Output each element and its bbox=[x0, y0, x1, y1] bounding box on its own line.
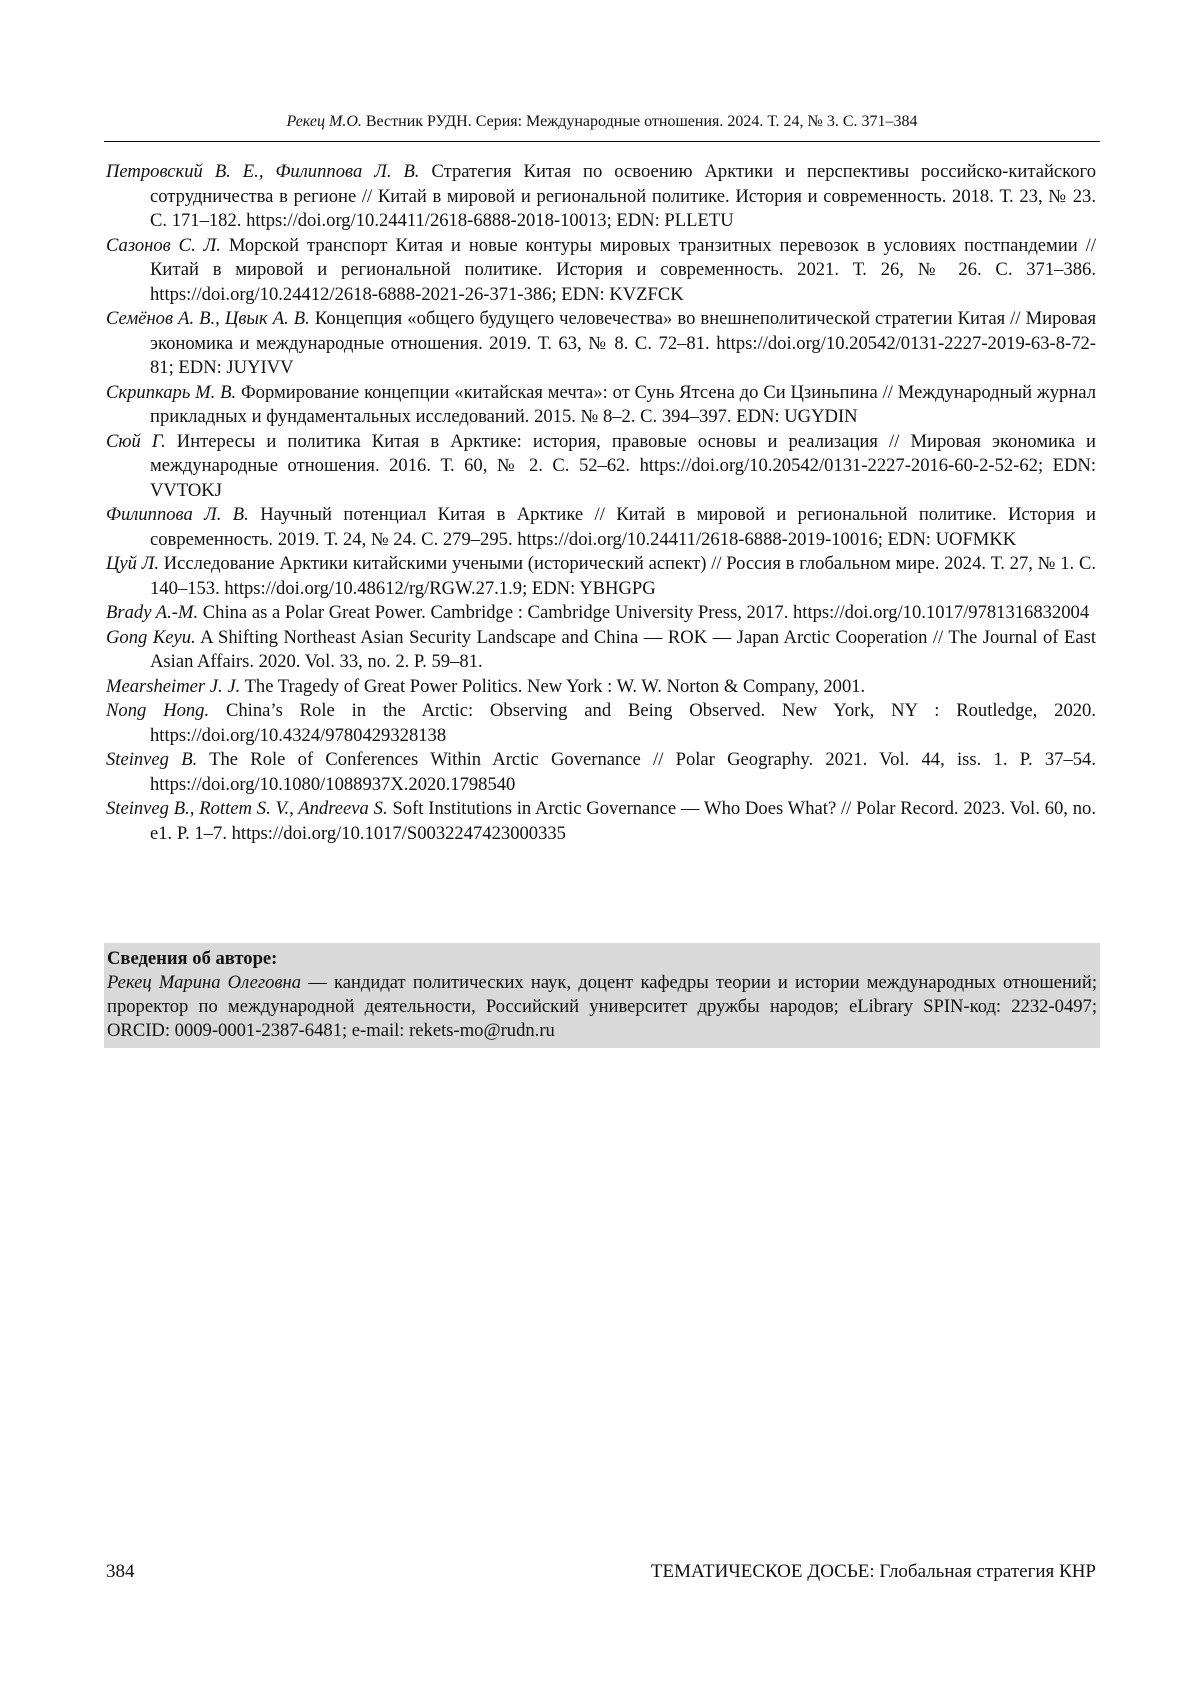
reference-text: Исследование Арктики китайскими учеными (исторический аспект) // Россия в глобальном мире. 2024. Т. 27, № 1. С. 140–153. https://doi.org/10.48612/rg/RGW.27.1.9; EDN: YBHGPG bbox=[150, 553, 1097, 599]
reference-item bbox=[106, 552, 1096, 601]
reference-authors: Филиппова Л. В. bbox=[106, 504, 249, 525]
reference-text: The Tragedy of Great Power Politics. New York : W. W. Norton & Company, 2001. bbox=[244, 675, 866, 697]
reference-text: Формирование концепции «китайская мечта»: от Сунь Ятсена до Си Цзиньпина // Международный журнал прикладных и фундаментальных исследований. 2015. № 8–2. С. 394–397. EDN: UGYDIN bbox=[150, 381, 1096, 427]
author-info-body bbox=[107, 971, 1097, 1043]
reference-item bbox=[106, 626, 1096, 675]
reference-list bbox=[106, 160, 1096, 846]
reference-item bbox=[106, 160, 1096, 234]
reference-item bbox=[106, 699, 1096, 748]
header-rule bbox=[104, 141, 1100, 142]
page-number: 384 bbox=[106, 1561, 135, 1582]
reference-text: China’s Role in the Arctic: Observing and Being Observed. New York, NY : Routledge, 2020. https://doi.org/10.4324/9780429328138 bbox=[150, 700, 1096, 746]
reference-item bbox=[106, 503, 1096, 552]
reference-authors: Сазонов С. Л. bbox=[106, 234, 221, 256]
author-info-box bbox=[104, 943, 1100, 1048]
reference-text: Soft Institutions in Arctic Governance — Who Does What? // Polar Record. 2023. Vol. 60, no. e1. P. 1–7. https://doi.org/10.1017/S0032247423000335 bbox=[150, 798, 1096, 844]
author-info-heading: Сведения об авторе: bbox=[107, 948, 278, 969]
reference-text: Морской транспорт Китая и новые контуры мировых транзитных перевозок в условиях постпандемии // Китай в мировой и региональной политике. История и современность. 2021. Т. 26, № 26. С. 371–386. https://doi.org/10.24412/2618-6888-2021-26-371-386; EDN: KVZFCK bbox=[150, 234, 1096, 305]
reference-authors: Семёнов А. В., Цвык А. В. bbox=[106, 308, 310, 329]
reference-item bbox=[106, 797, 1096, 846]
reference-item bbox=[106, 381, 1096, 430]
author-details: — кандидат политических наук, доцент кафедры теории и истории международных отношений; проректор по международной деятельности, Российский университет дружбы народов; eLibrary SPIN-код: 2232-0497; ORCID: 0009-0001-2387-6481; e-mail: rekets-mo@rudn.ru bbox=[107, 972, 1097, 1041]
reference-text: A Shifting Northeast Asian Security Landscape and China — ROK — Japan Arctic Cooperation // The Journal of East Asian Affairs. 2020. Vol. 33, no. 2. P. 59–81. bbox=[150, 626, 1096, 672]
reference-text: Стратегия Китая по освоению Арктики и перспективы российско-китайского сотрудничества в регионе // Китай в мировой и региональной политике. История и современность. 2018. Т. 23, № 23. С. 171–182. https://doi.org/10.24411/2618-6888-2018-10013; EDN: PLLETU bbox=[150, 161, 1097, 231]
reference-item bbox=[106, 307, 1096, 381]
reference-authors: Цуй Л. bbox=[106, 553, 159, 574]
reference-authors: Gong Keyu. bbox=[106, 626, 196, 648]
reference-authors: Nong Hong. bbox=[106, 700, 210, 721]
reference-text: Научный потенциал Китая в Арктике // Китай в мировой и региональной политике. История и современность. 2019. Т. 24, № 24. С. 279–295. https://doi.org/10.24411/2618-6888-2019-10016; EDN: UOFMKK bbox=[150, 504, 1096, 550]
reference-authors: Сюй Г. bbox=[106, 430, 166, 452]
reference-authors: Brady A.-M. bbox=[106, 602, 199, 623]
reference-item bbox=[106, 601, 1096, 626]
reference-item bbox=[106, 430, 1096, 504]
footer-section-title: ТЕМАТИЧЕСКОЕ ДОСЬЕ: Глобальная стратегия КНР bbox=[650, 1561, 1096, 1582]
reference-text: China as a Polar Great Power. Cambridge : Cambridge University Press, 2017. https://doi.org/10.1017/9781316832004 bbox=[202, 602, 1090, 623]
reference-authors: Скрипкарь М. В. bbox=[106, 381, 237, 403]
reference-authors: Mearsheimer J. J. bbox=[106, 675, 241, 697]
reference-authors: Петровский В. Е., Филиппова Л. В. bbox=[106, 161, 420, 182]
reference-item bbox=[106, 748, 1096, 797]
header-author: Рекец М.О. bbox=[286, 113, 362, 130]
author-name: Рекец Марина Олеговна bbox=[107, 972, 302, 993]
reference-text: Интересы и политика Китая в Арктике: история, правовые основы и реализация // Мировая экономика и международные отношения. 2016. Т. 60, № 2. С. 52–62. https://doi.org/10.20542/0131-2227-2016-60-2-52-62; EDN: VVTOKJ bbox=[150, 430, 1096, 501]
reference-item bbox=[106, 234, 1096, 308]
reference-text: Концепция «общего будущего человечества» во внешнеполитической стратегии Китая // Мировая экономика и международные отношения. 2019. Т. 63, № 8. С. 72–81. https://doi.org/10.20542/0131-2227-2019-63-8-72-81; EDN: JUYIVV bbox=[150, 308, 1096, 378]
reference-authors: Steinveg B. bbox=[106, 749, 198, 770]
reference-authors: Steinveg B., Rottem S. V., Andreeva S. bbox=[106, 798, 388, 819]
reference-text: The Role of Conferences Within Arctic Governance // Polar Geography. 2021. Vol. 44, iss. 1. P. 37–54. https://doi.org/10.1080/1088937X.2020.1798540 bbox=[150, 749, 1096, 795]
header-journal: Вестник РУДН. Серия: Международные отношения. 2024. Т. 24, № 3. С. 371–384 bbox=[365, 113, 918, 130]
reference-item bbox=[106, 675, 1096, 700]
running-header bbox=[104, 112, 1100, 132]
